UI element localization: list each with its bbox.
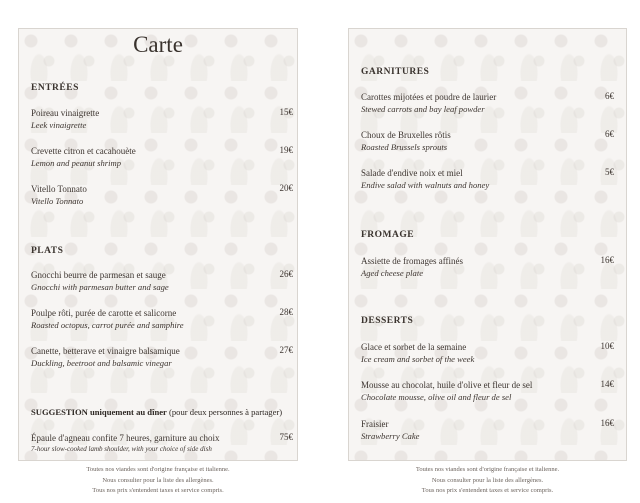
dish-name-en: Duckling, beetroot and balsamic vinegar bbox=[31, 358, 172, 368]
dish-price: 14€ bbox=[600, 379, 614, 389]
menu-item bbox=[31, 432, 293, 455]
dish-name-fr: Assiette de fromages affinés bbox=[361, 256, 464, 266]
suggestion-heading bbox=[31, 407, 282, 417]
suggestion-title: SUGGESTION uniquement au dîner bbox=[31, 407, 167, 417]
dish-name-fr: Mousse au chocolat, huile d'olive et fleur de sel bbox=[361, 380, 533, 390]
dish-name-en: Stewed carrots and bay leaf powder bbox=[361, 104, 485, 114]
menu-item bbox=[31, 307, 293, 332]
suggestion-note: (pour deux personnes à partager) bbox=[166, 407, 283, 417]
dish-price: 16€ bbox=[600, 418, 614, 428]
dish-price: 10€ bbox=[600, 341, 614, 351]
footer-line: Tous nos prix s'entendent taxes et service compris. bbox=[92, 487, 224, 494]
dish-price: 20€ bbox=[279, 183, 293, 193]
dish-name-fr: Choux de Bruxelles rôtis bbox=[361, 130, 451, 140]
dish-price: 6€ bbox=[605, 129, 614, 139]
dish-price: 6€ bbox=[605, 91, 614, 101]
dish-name-fr: Gnocchi beurre de parmesan et sauge bbox=[31, 270, 166, 280]
dish-name-en: Strawberry Cake bbox=[361, 431, 420, 441]
dish-name-fr: Canette, betterave et vinaigre balsamique bbox=[31, 346, 180, 356]
menu-page-right bbox=[348, 28, 627, 461]
dish-price: 15€ bbox=[279, 107, 293, 117]
dish-name-en: Ice cream and sorbet of the week bbox=[361, 354, 475, 364]
dish-name-en: Aged cheese plate bbox=[361, 268, 424, 278]
menu-item bbox=[361, 167, 622, 192]
menu-item bbox=[31, 345, 293, 370]
dish-name-en: Roasted octopus, carrot purée and samphire bbox=[31, 320, 184, 330]
menu-item bbox=[361, 341, 622, 366]
dish-name-fr: Salade d'endive noix et miel bbox=[361, 168, 463, 178]
dish-name-en: 7-hour slow-cooked lamb shoulder, with your choice of side dish bbox=[31, 445, 212, 453]
dish-name-fr: Poulpe rôti, purée de carotte et salicorne bbox=[31, 308, 177, 318]
menu-item bbox=[31, 183, 293, 208]
dish-name-fr: Épaule d'agneau confite 7 heures, garniture au choix bbox=[31, 433, 220, 443]
menu-item bbox=[361, 129, 622, 154]
section-heading-desserts: DESSERTS bbox=[361, 316, 414, 326]
dish-price: 5€ bbox=[605, 167, 614, 177]
dish-name-fr: Crevette citron et cacahouète bbox=[31, 146, 136, 156]
section-heading-plats: PLATS bbox=[31, 246, 64, 256]
section-heading-garnitures: GARNITURES bbox=[361, 67, 430, 77]
dish-name-fr: Carottes mijotées et poudre de laurier bbox=[361, 92, 497, 102]
dish-name-fr: Fraisier bbox=[361, 419, 389, 429]
footer-line: Tous nos prix s'entendent taxes et service compris. bbox=[421, 487, 554, 494]
dish-price: 28€ bbox=[279, 307, 293, 317]
dish-name-en: Vitello Tonnato bbox=[31, 196, 84, 206]
dish-name-en: Endive salad with walnuts and honey bbox=[361, 180, 490, 190]
dish-price: 19€ bbox=[279, 145, 293, 155]
dish-name-en: Lemon and peanut shrimp bbox=[31, 158, 121, 168]
menu-item bbox=[361, 379, 622, 404]
footer-line: Toutes nos viandes sont d'origine française et italienne. bbox=[86, 466, 230, 473]
menu-item bbox=[361, 91, 622, 116]
menu-item bbox=[361, 255, 622, 280]
footer-line: Nous consulter pour la liste des allergènes. bbox=[102, 476, 214, 484]
dish-name-fr: Poireau vinaigrette bbox=[31, 108, 100, 118]
dish-price: 75€ bbox=[279, 432, 293, 442]
dish-name-en: Leek vinaigrette bbox=[31, 120, 87, 130]
footer-line: Nous consulter pour la liste des allergènes. bbox=[431, 476, 544, 484]
dish-price: 16€ bbox=[600, 255, 614, 265]
menu-item bbox=[31, 107, 293, 132]
dish-price: 27€ bbox=[279, 345, 293, 355]
menu-page-left bbox=[18, 28, 298, 461]
dish-name-fr: Glace et sorbet de la semaine bbox=[361, 342, 467, 352]
dish-name-en: Roasted Brussels sprouts bbox=[361, 142, 448, 152]
section-heading-entrees: ENTRÉES bbox=[31, 83, 79, 93]
menu-item bbox=[361, 418, 622, 443]
menu-item bbox=[31, 269, 293, 294]
dish-name-fr: Vitello Tonnato bbox=[31, 184, 87, 194]
section-heading-fromage: FROMAGE bbox=[361, 230, 415, 240]
dish-name-en: Gnocchi with parmesan butter and sage bbox=[31, 282, 169, 292]
dish-price: 26€ bbox=[279, 269, 293, 279]
menu-footer-right bbox=[348, 465, 627, 497]
menu-title: Carte bbox=[133, 32, 183, 57]
menu-footer-left bbox=[18, 465, 298, 497]
footer-line: Toutes nos viandes sont d'origine française et italienne. bbox=[415, 466, 560, 473]
dish-name-en: Chocolate mousse, olive oil and fleur de sel bbox=[361, 392, 512, 402]
menu-item bbox=[31, 145, 293, 170]
